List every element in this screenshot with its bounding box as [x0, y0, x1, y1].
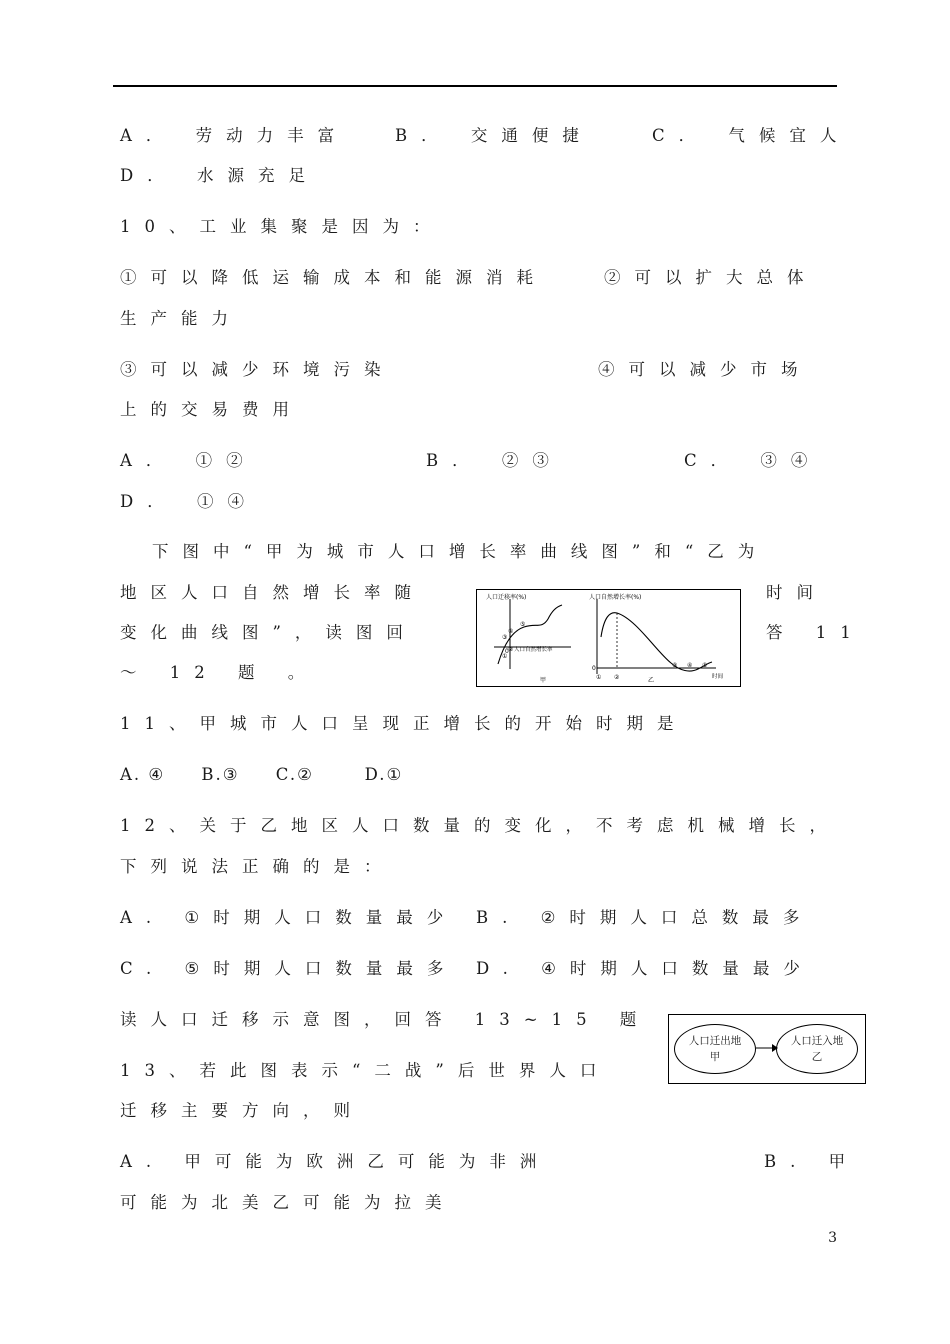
q13-option-a: A. 甲可能为欧洲乙可能为非洲	[120, 1152, 551, 1171]
intro-11-12-line1: 下图中“甲为城市人口增长率曲线图”和“乙为	[152, 542, 769, 561]
yi-marker-3: ③	[672, 662, 678, 669]
destination-label: 人口迁入地	[790, 1035, 844, 1047]
origin-name: 甲	[709, 1051, 721, 1063]
jia-marker-5: ⑤	[520, 621, 526, 628]
migration-arrow-icon	[756, 1042, 778, 1054]
yi-origin: 0	[592, 665, 596, 672]
q9-option-b: B． 交通便捷	[395, 126, 593, 145]
q10-option-d: D． ①④	[120, 492, 258, 511]
q9-option-c: C． 气候宜人	[652, 126, 851, 145]
q12-option-b: B. ②时期人口总数最多	[476, 908, 814, 927]
q9-option-d: D． 水源充足	[120, 166, 319, 185]
q10-statement-3: ③可以减少环境污染	[120, 360, 395, 379]
intro-11-12-line3: 变化曲线图”，读图回	[120, 623, 417, 642]
yi-marker-4: ④	[687, 662, 693, 669]
q9-option-a: A． 劳动力丰富	[120, 126, 349, 145]
q10-statement-4: ④可以减少市场	[598, 360, 812, 379]
migration-figure	[668, 1014, 866, 1084]
q12-option-c: C. ⑤时期人口数量最多	[120, 959, 458, 978]
yi-y-label: 人口自然增长率(%)	[589, 594, 642, 601]
yi-caption: 乙	[648, 677, 655, 684]
q11-options: A. ④ B.③ C.② D.①	[120, 765, 404, 784]
yi-marker-5: ⑤	[702, 662, 708, 669]
jia-caption: 甲	[540, 677, 547, 684]
q13-option-b: B. 甲	[764, 1152, 860, 1171]
jia-x-label: 人口自然增长率	[514, 647, 553, 653]
population-growth-figure	[476, 589, 741, 687]
intro-11-12-line2: 地区人口自然增长率随	[120, 583, 425, 602]
q13-option-b-cont: 可能为北美乙可能为拉美	[120, 1193, 456, 1212]
q12-stem-line1: 12、关于乙地区人口数量的变化，不考虑机械增长，	[120, 816, 840, 835]
population-growth-svg	[476, 589, 741, 687]
q10-statement-2: ②可以扩大总体	[604, 268, 818, 287]
q12-option-a: A. ①时期人口数量最少	[120, 908, 458, 927]
q11-stem: 11、甲城市人口呈现正增长的开始时期是	[120, 714, 688, 733]
destination-node	[776, 1024, 858, 1074]
intro-11-12-line4: ～ 12 题 。	[120, 663, 319, 682]
header-rule	[113, 85, 837, 87]
q10-statement-1: ①可以降低运输成本和能源消耗	[120, 268, 547, 287]
jia-marker-4: ④	[508, 628, 514, 635]
page-number: 3	[828, 1230, 837, 1246]
yi-marker-1: ①	[596, 674, 602, 681]
jia-marker-1: ①	[502, 653, 508, 660]
jia-marker-3: ③	[502, 634, 508, 641]
intro-13-15: 读人口迁移示意图，回答 13~15 题	[120, 1010, 651, 1029]
jia-marker-2: ②	[508, 646, 514, 653]
jia-origin: 0	[505, 648, 509, 655]
yi-marker-2: ②	[614, 674, 620, 681]
destination-name: 乙	[811, 1051, 823, 1063]
jia-y-label: 人口迁移率(%)	[486, 594, 527, 601]
origin-node	[674, 1024, 756, 1074]
q10-statement-4-cont: 上的交易费用	[120, 400, 303, 419]
intro-11-12-line2-end: 时间	[766, 583, 827, 602]
q10-statement-2-cont: 生产能力	[120, 309, 242, 328]
q10-option-b: B． ②③	[426, 451, 563, 470]
q12-stem-line2: 下列说法正确的是：	[120, 857, 395, 876]
q10-option-c: C． ③④	[684, 451, 822, 470]
q13-stem-line1: 13、若此图表示“二战”后世界人口	[120, 1061, 611, 1080]
q13-stem-line2: 迁移主要方向，则	[120, 1101, 364, 1120]
origin-label: 人口迁出地	[688, 1035, 742, 1047]
q12-option-d: D. ④时期人口数量最少	[476, 959, 814, 978]
q10-option-a: A． ①②	[120, 451, 257, 470]
yi-x-label: 时间	[712, 674, 724, 680]
intro-11-12-line3-end: 答 11	[766, 623, 865, 642]
q10-stem: 10、工业集聚是因为：	[120, 217, 444, 236]
